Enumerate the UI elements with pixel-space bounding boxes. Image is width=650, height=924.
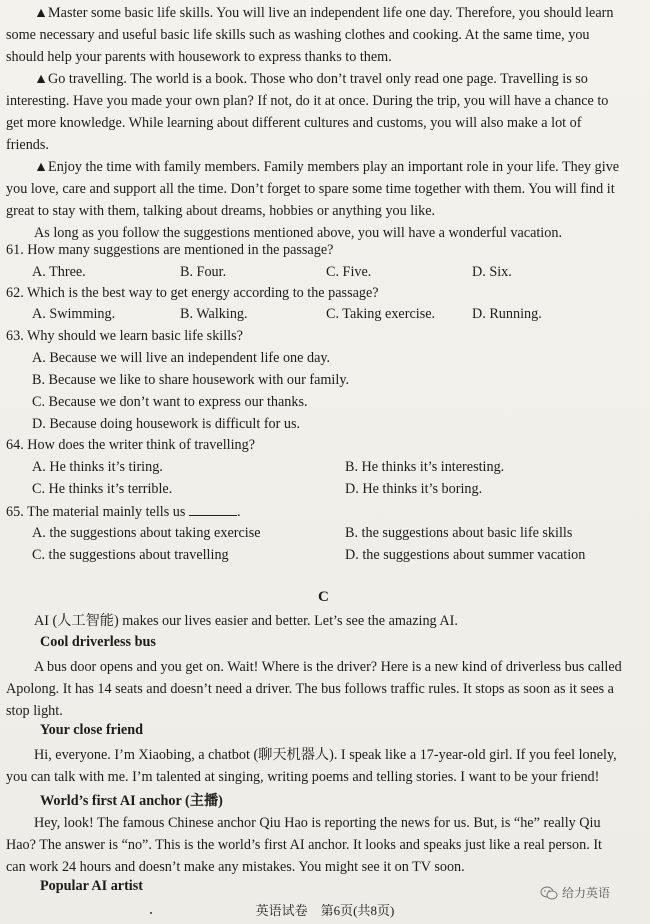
section-c-label: C [318,589,329,605]
question-64: 64. How does the writer think of travelling? [6,437,256,453]
question-63: 63. Why should we learn basic life skills? [6,328,243,344]
wechat-icon [540,886,558,900]
text-line: A bus door opens and you get on. Wait! Where is the driver? Here is a new kind of driverless bus called [34,659,622,675]
option-65-c: C. the suggestions about travelling [32,547,229,563]
text-line: some necessary and useful basic life skills such as washing clothes and cooking. At the same time, you [6,27,590,43]
option-63-b: B. Because we like to share housework with our family. [32,372,350,388]
text-line: ▲Enjoy the time with family members. Family members play an important role in your life. They give [34,159,620,175]
paragraph-close-friend [6,744,638,766]
option-64-b: B. He thinks it’s interesting. [345,459,505,475]
option-61-b: B. Four. [180,264,227,280]
text-line: you can talk with me. I’m talented at singing, writing poems and telling stories. I want to be your friend! [6,769,600,785]
question-65 [6,503,241,521]
text-line: can work 24 hours and doesn’t make any mistakes. You might see it on TV soon. [6,859,465,875]
page-footer: 英语试卷 第6页(共8页) [255,903,395,918]
option-63-c: C. Because we don’t want to express our thanks. [32,394,308,410]
text-line: Apolong. It has 14 seats and doesn’t need a driver. The bus follows traffic rules. It stops as soon as it sees a [6,681,614,697]
watermark-text: 给力英语 [562,886,611,900]
option-62-c: C. Taking exercise. [326,306,436,322]
text-line: get more knowledge. While learning about different cultures and customs, you will also make a lot of [6,115,582,131]
option-62-d: D. Running. [472,306,542,322]
option-65-d: D. the suggestions about summer vacation [345,547,586,563]
text-line: AI (人工智能) makes our lives easier and better. Let’s see the amazing AI. [34,613,458,629]
option-62-b: B. Walking. [180,306,248,322]
option-65-b: B. the suggestions about basic life skills [345,525,573,541]
text-line: friends. [6,137,49,153]
answer-blank [189,503,237,516]
paragraph-family [6,156,638,178]
option-65-a: A. the suggestions about taking exercise [32,525,261,541]
option-62-a: A. Swimming. [32,306,116,322]
paragraph-life-skills [6,2,638,24]
text-line: great to stay with them, talking about dreams, hobbies or anything you like. [6,203,436,219]
text-line: interesting. Have you made your own plan? If not, do it at once. During the trip, you will have a chance to [6,93,609,109]
text-line: As long as you follow the suggestions mentioned above, you will have a wonderful vacation. [34,225,562,241]
option-64-a: A. He thinks it’s tiring. [32,459,163,475]
heading-driverless-bus: Cool driverless bus [40,634,156,650]
paragraph-life-skills-cont [6,24,638,68]
paragraph-close-friend-cont [6,766,638,788]
paragraph-ai-anchor-cont [6,834,638,878]
watermark [540,884,610,901]
text-line: ▲Go travelling. The world is a book. Those who don’t travel only read one page. Travelling is so [34,71,588,87]
paragraph-ai-anchor [6,812,638,834]
section-c-intro [6,610,638,632]
option-61-a: A. Three. [32,264,86,280]
question-65-text: 65. The material mainly tells us [6,504,186,520]
heading-close-friend: Your close friend [40,722,143,738]
text-line: Hi, everyone. I’m Xiaobing, a chatbot (聊天机器人). I speak like a 17-year-old girl. If you feel lonely, [34,747,617,763]
paragraph-travelling-cont [6,90,638,156]
option-64-c: C. He thinks it’s terrible. [32,481,173,497]
paragraph-conclusion [6,222,638,244]
text-line: Hao? The answer is “no”. This is the world’s first AI anchor. It looks and speaks just like a real person. It [6,837,603,853]
text-line: ▲Master some basic life skills. You will live an independent life one day. Therefore, you should learn [34,5,614,21]
option-63-a: A. Because we will live an independent life one day. [32,350,331,366]
paragraph-driverless-bus [6,656,638,678]
option-61-c: C. Five. [326,264,372,280]
text-line: should help your parents with housework to express thanks to them. [6,49,392,65]
heading-ai-artist: Popular AI artist [40,878,143,894]
text-line: Hey, look! The famous Chinese anchor Qiu Hao is reporting the news for us. But, is “he” really Qiu [34,815,601,831]
paragraph-driverless-bus-cont [6,678,638,722]
option-63-d: D. Because doing housework is difficult for us. [32,416,301,432]
question-62: 62. Which is the best way to get energy according to the passage? [6,285,379,301]
text-line: stop light. [6,703,63,719]
paragraph-family-cont [6,178,638,222]
text-line: you love, care and support all the time. Don’t forget to spare some time together with them. You will find it [6,181,615,197]
question-65-end: . [236,504,241,520]
paragraph-travelling [6,68,638,90]
question-61: 61. How many suggestions are mentioned in the passage? [6,242,334,258]
option-61-d: D. Six. [472,264,512,280]
heading-ai-anchor: World’s first AI anchor (主播) [40,793,223,809]
option-64-d: D. He thinks it’s boring. [345,481,483,497]
